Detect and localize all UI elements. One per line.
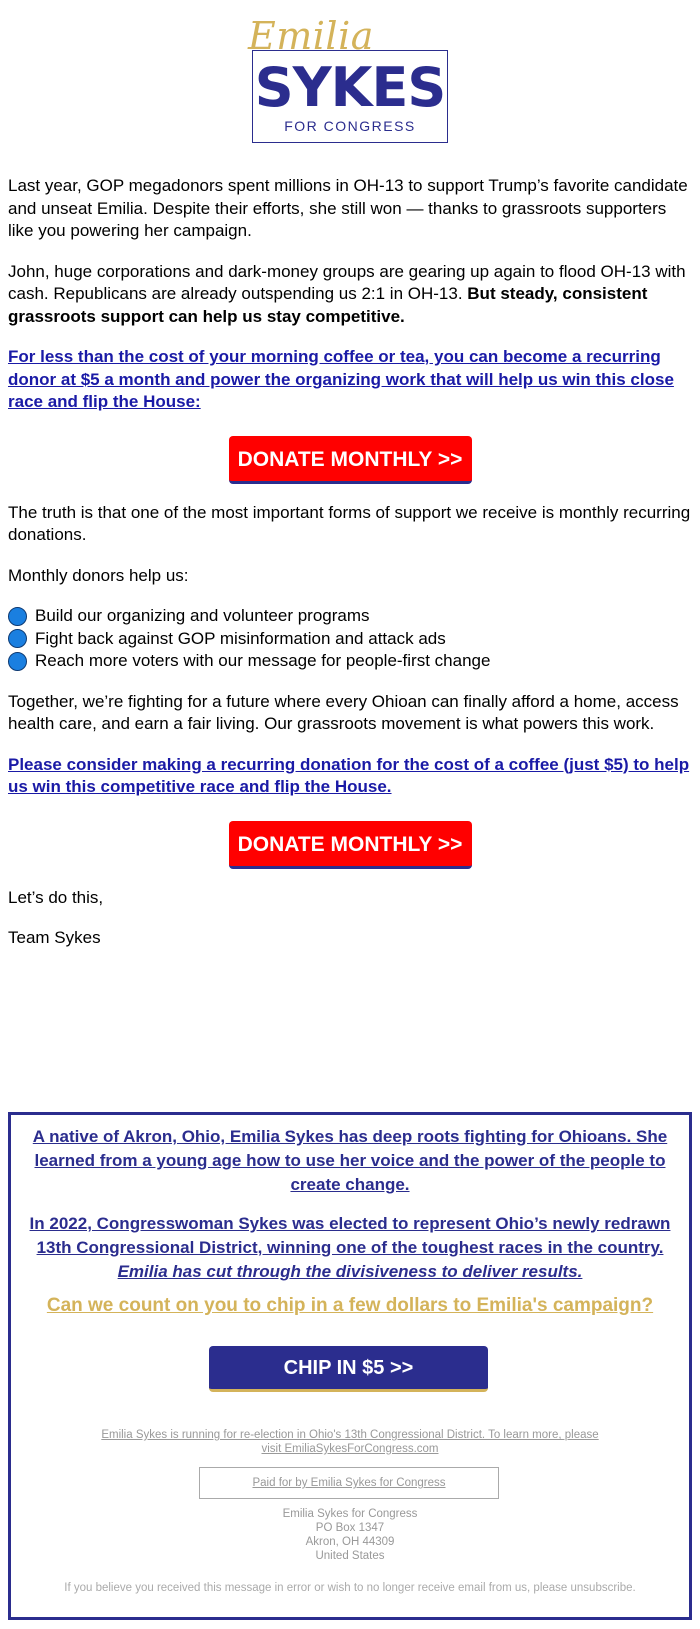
outspending-text: John, huge corporations and dark-money groups are gearing up again to flood OH-13 with cash. Republicans are already outspending us 2:1 in OH-13. (8, 261, 686, 303)
list-item-text: Reach more voters with our message for people-first change (35, 651, 491, 670)
address-po-box: PO Box 1347 (315, 1522, 385, 1534)
truth-paragraph: The truth is that one of the most important forms of support we receive is monthly recurring donations. (8, 502, 691, 544)
list-item (8, 628, 692, 651)
logo-subtitle: FOR CONGRESS (284, 118, 416, 134)
list-item-text: Fight back against GOP misinformation and attack ads (35, 628, 446, 648)
list-item (8, 650, 692, 673)
monthly-donors-heading: Monthly donors help us: (8, 565, 189, 585)
bio-paragraph-2[interactable] (29, 1212, 671, 1284)
recurring-donation-link[interactable]: Please consider making a recurring donation for the cost of a coffee (just $5) to help us win this competitive race and flip the House. (8, 754, 690, 796)
email-body (8, 175, 692, 968)
bio-2-text: In 2022, Congresswoman Sykes was elected to represent Ohio’s newly redrawn 13th Congressional District, winning one of the toughest races in the country. (29, 1214, 671, 1257)
disclaimer-link[interactable]: Emilia Sykes is running for re-election in Ohio's 13th Congressional District. To learn more, please visit EmiliaSykesForCongress.com (101, 1429, 599, 1455)
together-paragraph: Together, we’re fighting for a future where every Ohioan can finally afford a home, access health care, and earn a fair living. Our grassroots movement is what powers this work. (8, 691, 679, 733)
campaign-logo[interactable] (248, 14, 454, 146)
intro-paragraph: Last year, GOP megadonors spent millions in OH-13 to support Trump’s favorite candidate and unseat Emilia. Despite their efforts, she still won — thanks to grassroots supporters like you powering her campaign. (8, 176, 688, 240)
blue-circle-icon (8, 629, 27, 648)
outspending-paragraph (8, 261, 692, 329)
paid-for-box[interactable]: Paid for by Emilia Sykes for Congress (199, 1467, 499, 1499)
unsubscribe-text[interactable]: If you believe you received this message in error or wish to no longer receive email from us, please unsubscribe. (64, 1582, 636, 1594)
mailing-address (11, 1507, 689, 1563)
blue-circle-icon (8, 607, 27, 626)
chip-in-question-link[interactable]: Can we count on you to chip in a few dollars to Emilia's campaign? (46, 1295, 654, 1316)
donate-monthly-button-1[interactable]: DONATE MONTHLY >> (229, 436, 472, 484)
list-item-text: Build our organizing and volunteer programs (35, 606, 370, 625)
address-city: Akron, OH 44309 (305, 1536, 395, 1548)
chip-in-button[interactable]: CHIP IN $5 >> (209, 1346, 488, 1392)
address-country: United States (315, 1550, 385, 1562)
outspending-bold: But steady, consistent grassroots support can help us stay competitive. (8, 284, 648, 326)
footer-box (8, 1112, 692, 1620)
logo-last-name: SYKES (254, 56, 446, 119)
donate-button-wrap-2 (8, 821, 692, 869)
benefits-list (8, 605, 692, 673)
signature: Team Sykes (8, 928, 101, 947)
donate-button-wrap-1 (8, 436, 692, 484)
address-org: Emilia Sykes for Congress (282, 1508, 418, 1520)
recurring-donor-link[interactable]: For less than the cost of your morning coffee or tea, you can become a recurring donor at $5 a month and power the organizing work that will help us win this close race and flip the House: (8, 347, 674, 411)
logo-box (252, 50, 448, 143)
donate-monthly-button-2[interactable]: DONATE MONTHLY >> (229, 821, 472, 869)
blue-circle-icon (8, 652, 27, 671)
list-item (8, 605, 692, 628)
logo-first-name: Emilia (248, 14, 374, 58)
bio-2-italic: Emilia has cut through the divisiveness to deliver results. (117, 1262, 583, 1281)
bio-paragraph-1[interactable]: A native of Akron, Ohio, Emilia Sykes has deep roots fighting for Ohioans. She learned from a young age how to use her voice and the power of the people to create change. (32, 1127, 668, 1194)
signoff: Let’s do this, (8, 887, 104, 907)
